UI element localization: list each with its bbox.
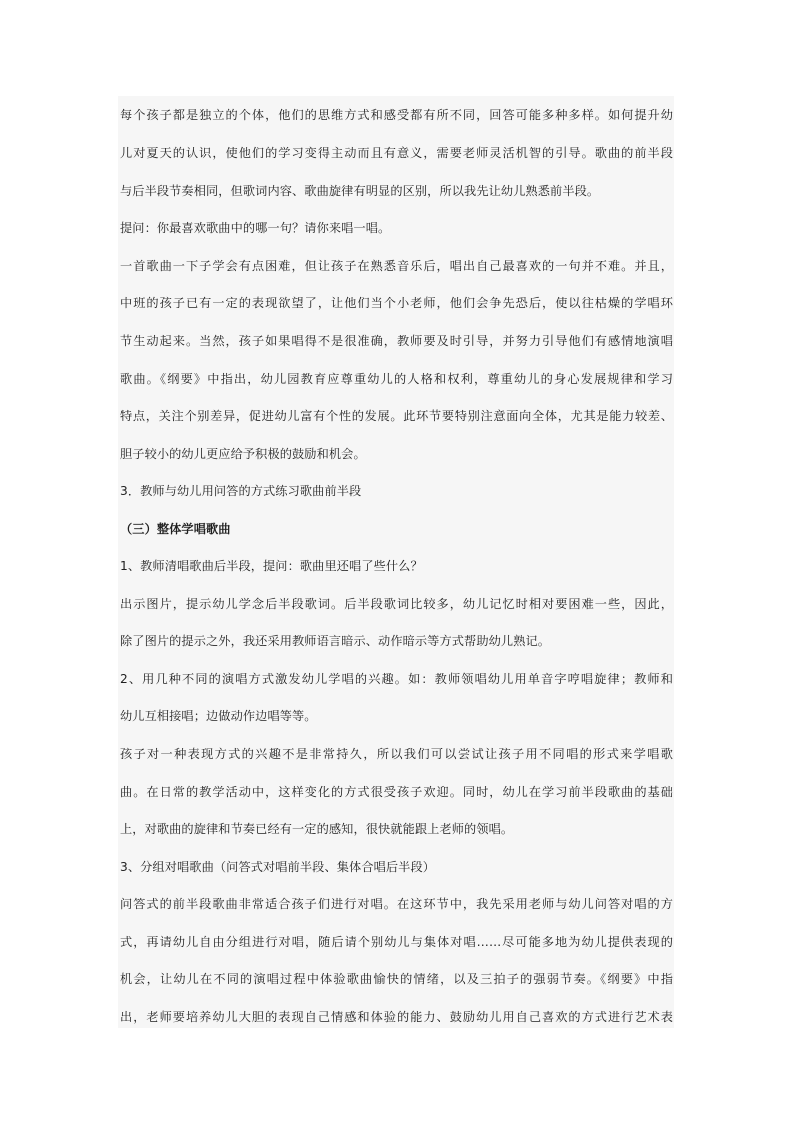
paragraph-line: 幼儿互相接唱；边做动作边唱等等。 (120, 709, 317, 723)
paragraph-line: 胆子较小的幼儿更应给予积极的鼓励和机会。 (120, 447, 366, 461)
paragraph-line: 每个孩子都是独立的个体，他们的思维方式和感受都有所不同，回答可能多种多样。如何提升幼 (120, 108, 673, 122)
paragraph-line: 与后半段节奏相同，但歌词内容、歌曲旋律有明显的区别，所以我先让幼儿熟悉前半段。 (120, 184, 600, 198)
paragraph-line: 孩子对一种表现方式的兴趣不是非常持久，所以我们可以尝试让孩子用不同唱的形式来学唱歌 (120, 747, 673, 761)
paragraph-line: 问答式的前半段歌曲非常适合孩子们进行对唱。在这环节中，我先采用老师与幼儿问答对唱的方 (120, 897, 673, 911)
paragraph-line: 曲。在日常的教学活动中，这样变化的方式很受孩子欢迎。同时，幼儿在学习前半段歌曲的基础 (120, 785, 673, 799)
paragraph-line: 一首歌曲一下子学会有点困难，但让孩子在熟悉音乐后，唱出自己最喜欢的一句并不难。并且， (120, 259, 673, 273)
section-heading: （三）整体学唱歌曲 (120, 522, 231, 536)
paragraph-line: 儿对夏天的认识，使他们的学习变得主动而且有意义，需要老师灵活机智的引导。歌曲的前半段 (120, 146, 673, 160)
paragraph-line: 歌曲。《纲要》中指出，幼儿园教育应尊重幼儿的人格和权利，尊重幼儿的身心发展规律和学习 (120, 372, 673, 386)
paragraph-line: 上，对歌曲的旋律和节奏已经有一定的感知，很快就能跟上老师的领唱。 (120, 822, 514, 836)
step-line: 1、教师清唱歌曲后半段，提问：歌曲里还唱了些什么？ (120, 559, 423, 573)
question-line: 提问：你最喜欢歌曲中的哪一句？请你来唱一唱。 (120, 221, 391, 235)
paragraph-line: 出示图片，提示幼儿学念后半段歌词。后半段歌词比较多，幼儿记忆时相对要困难一些，因此， (120, 597, 673, 611)
paragraph-line: 出，老师要培养幼儿大胆的表现自己情感和体验的能力、鼓励幼儿用自己喜欢的方式进行艺术表 (120, 1010, 673, 1024)
step-line: 3．教师与幼儿用问答的方式练习歌曲前半段 (120, 484, 362, 498)
step-line: 3、分组对唱歌曲（问答式对唱前半段、集体合唱后半段） (120, 860, 436, 874)
paragraph-line: 特点，关注个别差异，促进幼儿富有个性的发展。此环节要特别注意面向全体，尤其是能力较差、 (120, 409, 673, 423)
paragraph-line: 机会，让幼儿在不同的演唱过程中体验歌曲愉快的情绪，以及三拍子的强弱节奏。《纲要》中指 (120, 972, 673, 986)
paragraph-line: 除了图片的提示之外，我还采用教师语言暗示、动作暗示等方式帮助幼儿熟记。 (120, 634, 551, 648)
paragraph-line: 式，再请幼儿自由分组进行对唱，随后请个别幼儿与集体对唱……尽可能多地为幼儿提供表现的 (120, 935, 673, 949)
paragraph-line: 中班的孩子已有一定的表现欲望了，让他们当个小老师，他们会争先恐后，使以往枯燥的学唱环 (120, 296, 673, 310)
step-line: 2、用几种不同的演唱方式激发幼儿学唱的兴趣。如：教师领唱幼儿用单音字哼唱旋律；教师和 (120, 672, 673, 686)
paragraph-line: 节生动起来。当然，孩子如果唱得不是很准确，教师要及时引导，并努力引导他们有感情地演唱 (120, 334, 673, 348)
